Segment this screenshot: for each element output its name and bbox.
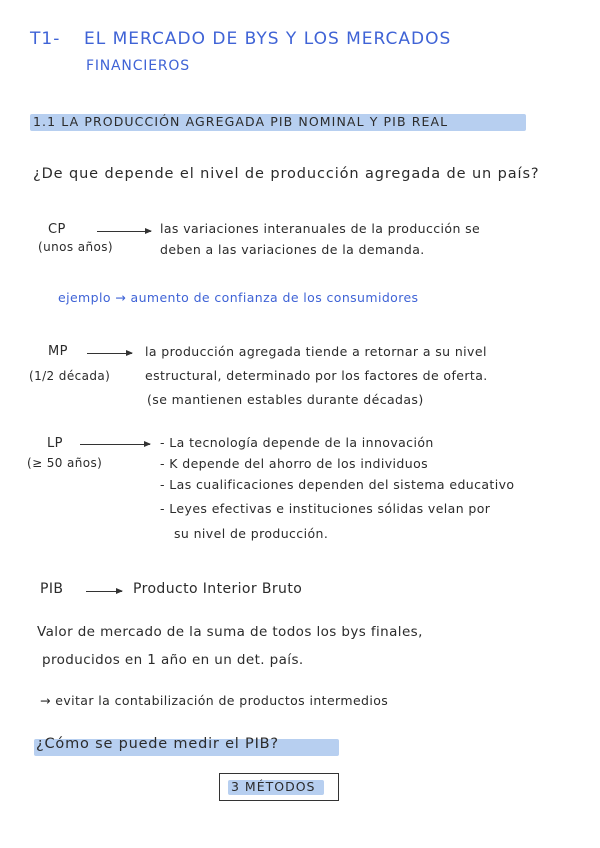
section-heading: 1.1 LA PRODUCCIÓN AGREGADA PIB NOMINAL Y PIB REAL <box>33 114 449 129</box>
lp-sub: (≥ 50 años) <box>27 456 103 470</box>
cp-label: CP <box>48 222 66 237</box>
lp-label: LP <box>47 436 63 451</box>
lp-item-2: - K depende del ahorro de los individuos <box>160 456 429 471</box>
title-line-1: EL MERCADO DE BYS Y LOS MERCADOS <box>84 29 452 49</box>
mp-sub: (1/2 década) <box>29 369 111 383</box>
cp-arrow <box>97 231 151 232</box>
cp-text-1: las variaciones interanuales de la producción se <box>160 221 481 236</box>
pib-arrow <box>86 591 122 592</box>
cp-sub: (unos años) <box>38 240 113 254</box>
mp-arrow <box>87 353 132 354</box>
pib-meaning: Producto Interior Bruto <box>133 581 303 597</box>
methods-label: 3 MÉTODOS <box>231 779 316 794</box>
title-line-2: FINANCIEROS <box>86 58 190 74</box>
mp-label: MP <box>48 344 68 359</box>
lp-item-1: - La tecnología depende de la innovación <box>160 435 434 450</box>
lp-arrow <box>80 444 150 445</box>
mp-text-3: (se mantienen estables durante décadas) <box>147 392 424 407</box>
mp-text-2: estructural, determinado por los factores de oferta. <box>145 368 488 383</box>
title-prefix: T1- <box>30 29 61 49</box>
question-2: ¿Cómo se puede medir el PIB? <box>36 736 279 752</box>
pib-definition-1: Valor de mercado de la suma de todos los bys finales, <box>37 624 423 640</box>
pib-definition-2: producidos en 1 año en un det. país. <box>42 652 304 668</box>
lp-item-4: - Leyes efectivas e instituciones sólidas velan por <box>160 501 491 516</box>
lp-item-5: su nivel de producción. <box>174 526 329 541</box>
pib-note: → evitar la contabilización de productos intermedios <box>40 693 389 708</box>
lp-item-3: - Las cualificaciones dependen del sistema educativo <box>160 477 515 492</box>
question-1: ¿De que depende el nivel de producción agregada de un país? <box>33 166 540 182</box>
cp-text-2: deben a las variaciones de la demanda. <box>160 242 425 257</box>
mp-text-1: la producción agregada tiende a retornar a su nivel <box>145 344 487 359</box>
pib-label: PIB <box>40 581 64 597</box>
example-line: ejemplo → aumento de confianza de los consumidores <box>58 290 419 305</box>
